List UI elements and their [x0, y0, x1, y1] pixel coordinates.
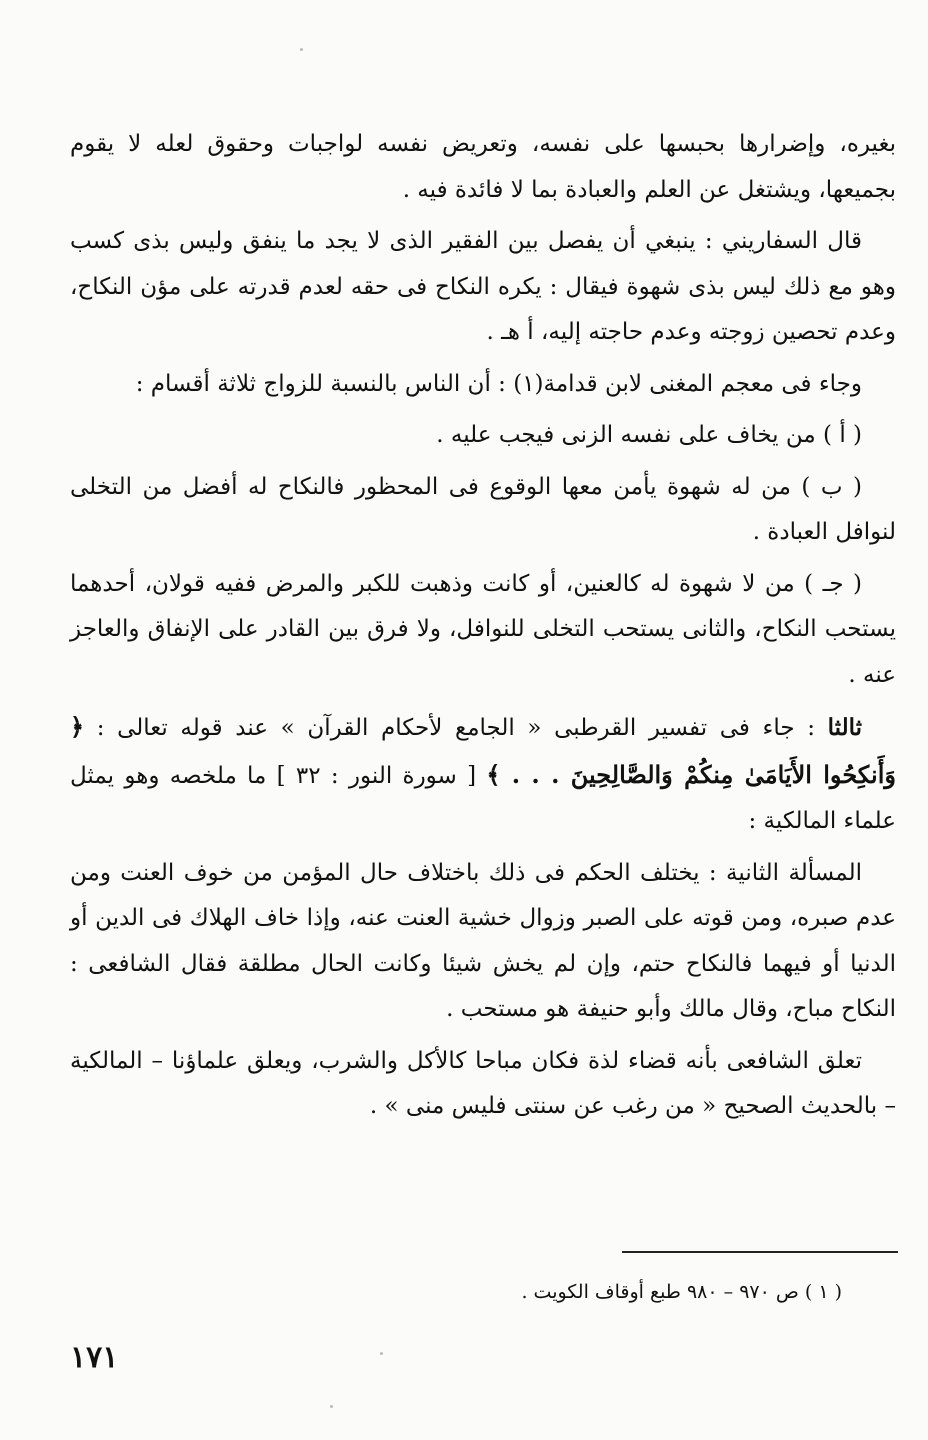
- scan-speck: [380, 1352, 383, 1355]
- scan-speck: [300, 48, 303, 51]
- paragraph-continuation: بغيره، وإضرارها بحبسها على نفسه، وتعريض نفسه لواجبات وحقوق لعله لا يقوم بجميعها، ويشتغل عن العلم والعبادة بما لا فائدة فيه .: [70, 131, 896, 203]
- list-item-b: ( ب ) من له شهوة يأمن معها الوقوع فى المحظور فالنكاح له أفضل من التخلى لنوافل العبادة .: [70, 473, 896, 545]
- scan-speck: [330, 1405, 333, 1408]
- section-lead: ثالثا: [827, 714, 862, 741]
- qurtubi-tail: [ سورة النور : ٣٢ ] ما ملخصه وهو يمثل علماء المالكية :: [70, 762, 896, 834]
- paragraph-mughni: وجاء فى معجم المغنى لابن قدامة(١) : أن الناس بالنسبة للزواج ثلاثة أقسام :: [135, 370, 862, 397]
- qurtubi-intro: : جاء فى تفسير القرطبى « الجامع لأحكام القرآن » عند قوله تعالى :: [84, 715, 828, 741]
- main-text: [70, 122, 896, 1136]
- paragraph-second-issue: المسألة الثانية : يختلف الحكم فى ذلك باختلاف حال المؤمن من خوف العنت ومن عدم صبره، ومن قوته على الصبر وزوال خشية العنت عنه، وإذا خاف الهلاك فى الدين أو الدنيا أو فيهما فالنكاح حتم، وإن لم يخش شيئا وكانت الحال مطلقة فقال الشافعى : النكاح مباح، وقال مالك وأبو حنيفة هو مستحب .: [70, 859, 896, 1022]
- list-item-c: ( جـ ) من لا شهوة له كالعنين، أو كانت وذهبت للكبر والمرض ففيه قولان، أحدهما يستحب النكاح، والثانى يستحب التخلى للنوافل، ولا فرق بين القادر على الإنفاق والعاجز عنه .: [70, 570, 896, 688]
- paragraph-qurtubi: [70, 704, 896, 845]
- list-item-a: ( أ ) من يخاف على نفسه الزنى فيجب عليه .: [436, 422, 862, 448]
- page-number: ١٧١: [70, 1340, 119, 1375]
- footnote: ( ١ ) ص ٩٧٠ – ٩٨٠ طبع أوقاف الكويت .: [521, 1281, 842, 1303]
- quran-verse: ﴿ وَأَنكِحُوا الأَيَامَىٰ مِنكُمْ وَالصَّالِحِينَ . . . ﴾: [70, 712, 896, 789]
- footnote-divider: [622, 1251, 898, 1253]
- paragraph-safarini: قال السفاريني : ينبغي أن يفصل بين الفقير الذى لا يجد ما ينفق وليس بذى كسب وهو مع ذلك ليس بذى شهوة فيقال : يكره النكاح فى حقه لعدم قدرته على مؤن النكاح، وعدم تحصين زوجته وعدم حاجته إليه، أ هـ .: [70, 228, 896, 345]
- paragraph-shafii: تعلق الشافعى بأنه قضاء لذة فكان مباحا كالأكل والشرب، ويعلق علماؤنا – المالكية – بالحديث الصحيح « من رغب عن سنتى فليس منى » .: [70, 1047, 896, 1119]
